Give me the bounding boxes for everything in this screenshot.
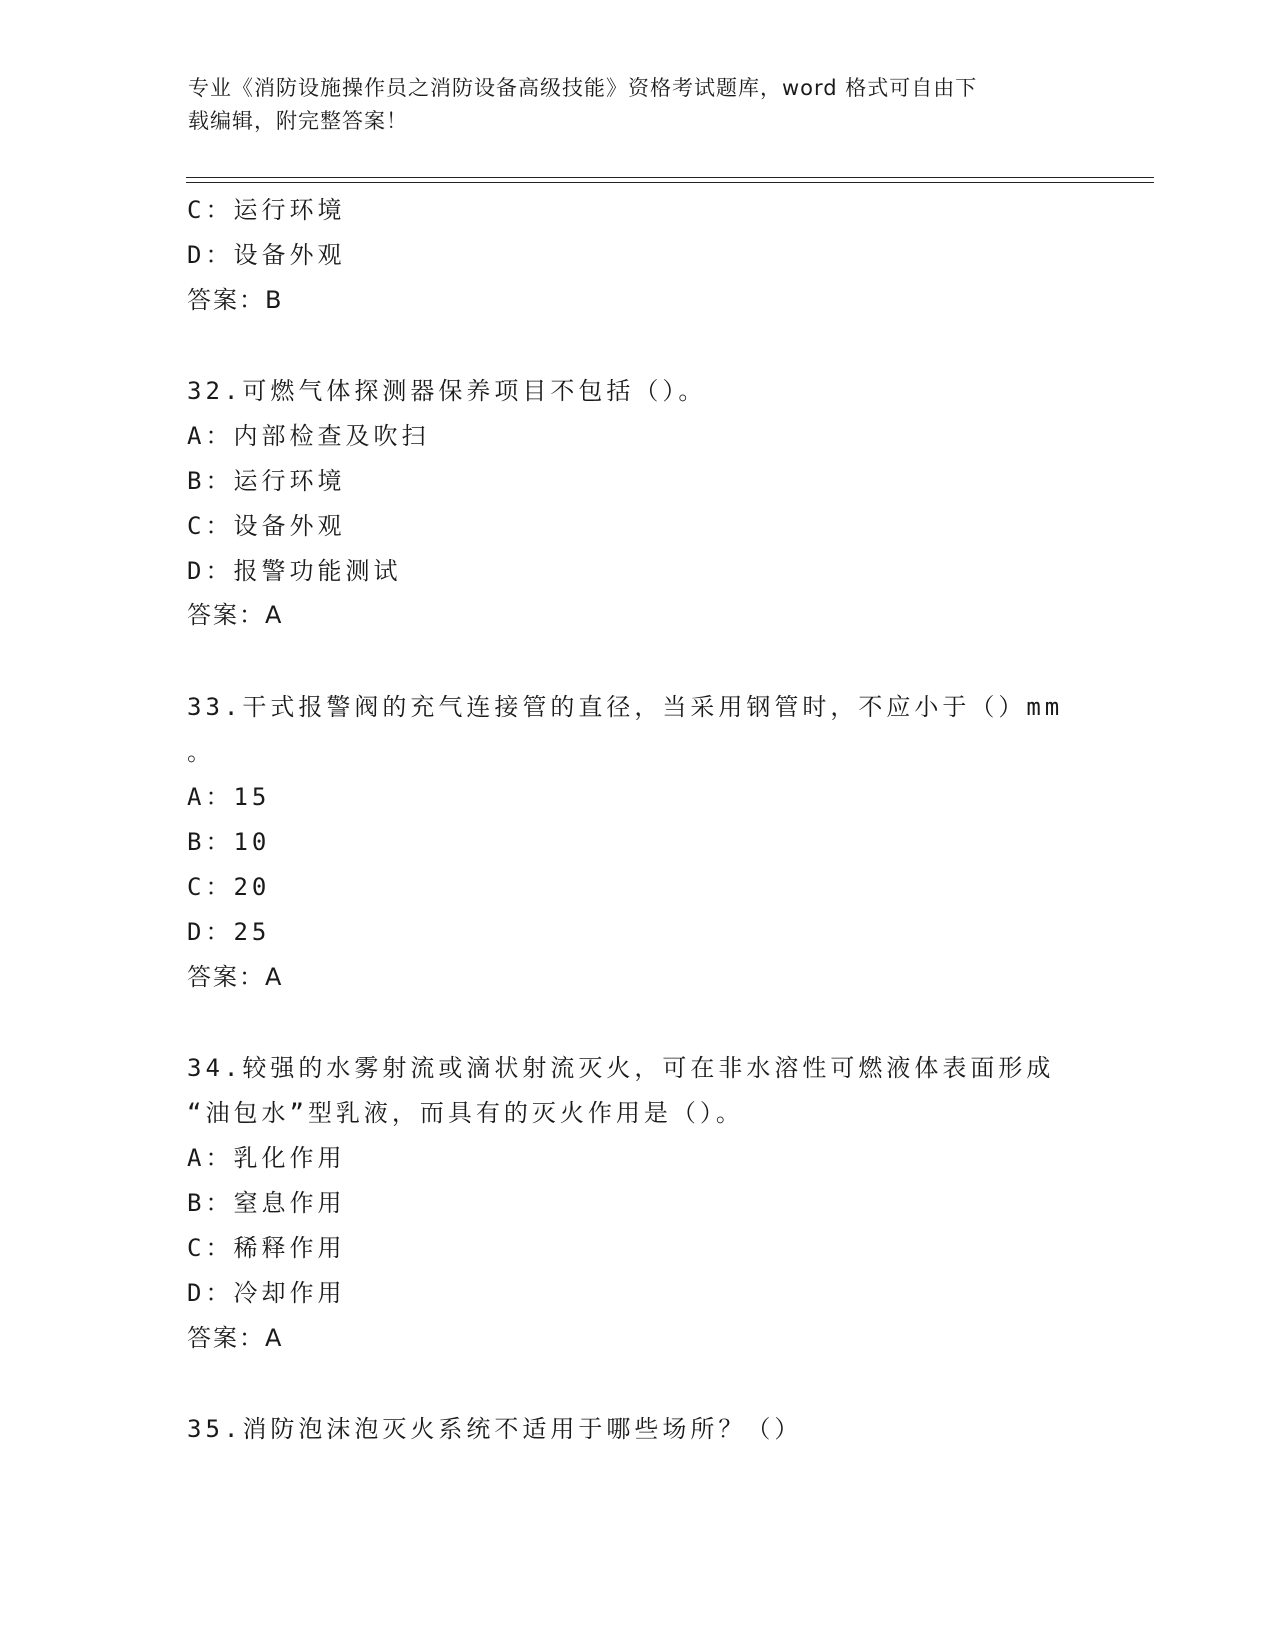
q33-option-a: A：15	[187, 783, 271, 811]
q33-question-line-2: 。	[187, 738, 215, 766]
q32-question: 32.可燃气体探测器保养项目不包括（）。	[187, 377, 707, 405]
q33-question-line-1: 33.干式报警阀的充气连接管的直径，当采用钢管时，不应小于（）mm	[187, 693, 1064, 721]
q34-answer: 答案：A	[187, 1324, 284, 1352]
document-header	[188, 72, 1068, 138]
q34-question-line-2: “油包水”型乳液，而具有的灭火作用是（）。	[187, 1099, 744, 1127]
header-divider-bottom	[186, 182, 1154, 183]
q33-option-d: D：25	[187, 918, 271, 946]
q33-option-c: C：20	[187, 873, 271, 901]
q32-option-d: D：报警功能测试	[187, 557, 402, 585]
q32-answer: 答案：A	[187, 601, 284, 629]
header-line-2: 载编辑，附完整答案！	[188, 109, 408, 133]
q34-option-c: C：稀释作用	[187, 1234, 346, 1262]
header-line-1: 专业《消防设施操作员之消防设备高级技能》资格考试题库，word 格式可自由下	[188, 76, 978, 100]
prev-option-d: D：设备外观	[187, 241, 346, 269]
q35-question: 35.消防泡沫泡灭火系统不适用于哪些场所？（）	[187, 1415, 803, 1443]
q33-option-b: B：10	[187, 828, 271, 856]
q32-option-b: B：运行环境	[187, 467, 346, 495]
header-divider-top	[186, 177, 1154, 178]
q34-question-line-1: 34.较强的水雾射流或滴状射流灭火，可在非水溶性可燃液体表面形成	[187, 1054, 1055, 1082]
q32-option-c: C：设备外观	[187, 512, 346, 540]
q34-option-d: D：冷却作用	[187, 1279, 346, 1307]
q33-answer: 答案：A	[187, 963, 284, 991]
q34-option-a: A：乳化作用	[187, 1144, 346, 1172]
prev-option-c: C：运行环境	[187, 196, 346, 224]
prev-answer: 答案：B	[187, 286, 284, 314]
q34-option-b: B：窒息作用	[187, 1189, 346, 1217]
q32-option-a: A：内部检查及吹扫	[187, 422, 430, 450]
